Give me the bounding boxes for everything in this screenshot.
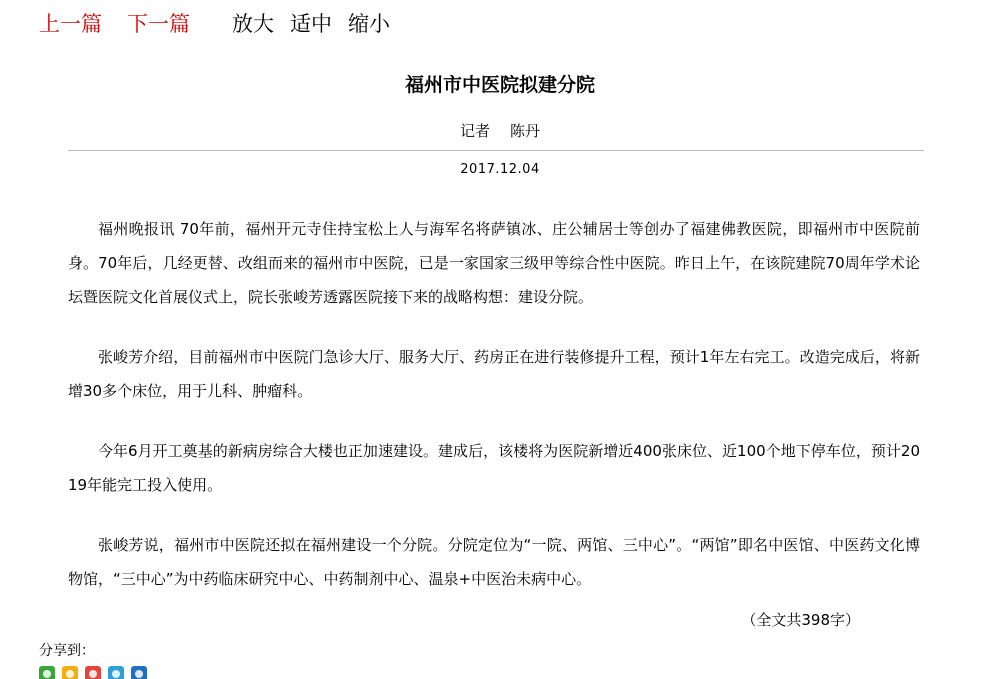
qzone-icon[interactable] xyxy=(62,666,78,679)
article-nav xyxy=(39,8,390,40)
article-paragraph: 福州晚报讯 70年前，福州开元寺住持宝松上人与海军名将萨镇冰、庄公辅居士等创办了福建佛教医院，即福州市中医院前身。70年后，几经更替、改组而来的福州市中医院，已是一家国家三级甲等综合性中医院。昨日上午，在该院建院70周年学术论坛暨医院文化首展仪式上，院长张峻芳透露医院接下来的战略构想：建设分院。 xyxy=(68,220,920,306)
zoom-fit-link[interactable]: 适中 xyxy=(290,12,332,36)
weibo-icon[interactable] xyxy=(85,666,101,679)
article-title: 福州市中医院拟建分院 xyxy=(404,74,595,96)
zoom-out-link[interactable]: 缩小 xyxy=(348,12,390,36)
byline-label: 记者 xyxy=(459,122,490,140)
share-icons xyxy=(39,666,154,679)
article-body xyxy=(68,212,920,622)
share-label: 分享到： xyxy=(39,643,95,659)
article-date: 2017.12.04 xyxy=(460,162,540,177)
prev-article-link[interactable]: 上一篇 xyxy=(39,12,102,36)
article-paragraph: 张峻芳说，福州市中医院还拟在福州建设一个分院。分院定位为“一院、两馆、三中心”。“两馆”即名中医馆、中医药文化博物馆，“三中心”为中药临床研究中心、中药制剂中心、温泉+中医治未病中心。 xyxy=(68,536,920,588)
byline-author: 陈丹 xyxy=(510,122,541,140)
article-paragraph: 今年6月开工奠基的新病房综合大楼也正加速建设。建成后，该楼将为医院新增近400张床位、近100个地下停车位，预计2019年能完工投入使用。 xyxy=(68,442,920,494)
zoom-in-link[interactable]: 放大 xyxy=(232,12,274,36)
wechat-icon[interactable] xyxy=(39,666,55,679)
byline-divider xyxy=(68,150,924,151)
byline xyxy=(0,120,1000,142)
tencent-weibo-icon[interactable] xyxy=(108,666,124,679)
next-article-link[interactable]: 下一篇 xyxy=(127,12,190,36)
article-paragraph: 张峻芳介绍，目前福州市中医院门急诊大厅、服务大厅、药房正在进行装修提升工程，预计1年左右完工。改造完成后，将新增30多个床位，用于儿科、肿瘤科。 xyxy=(68,348,920,400)
word-count: （全文共398字） xyxy=(741,611,860,629)
renren-icon[interactable] xyxy=(131,666,147,679)
